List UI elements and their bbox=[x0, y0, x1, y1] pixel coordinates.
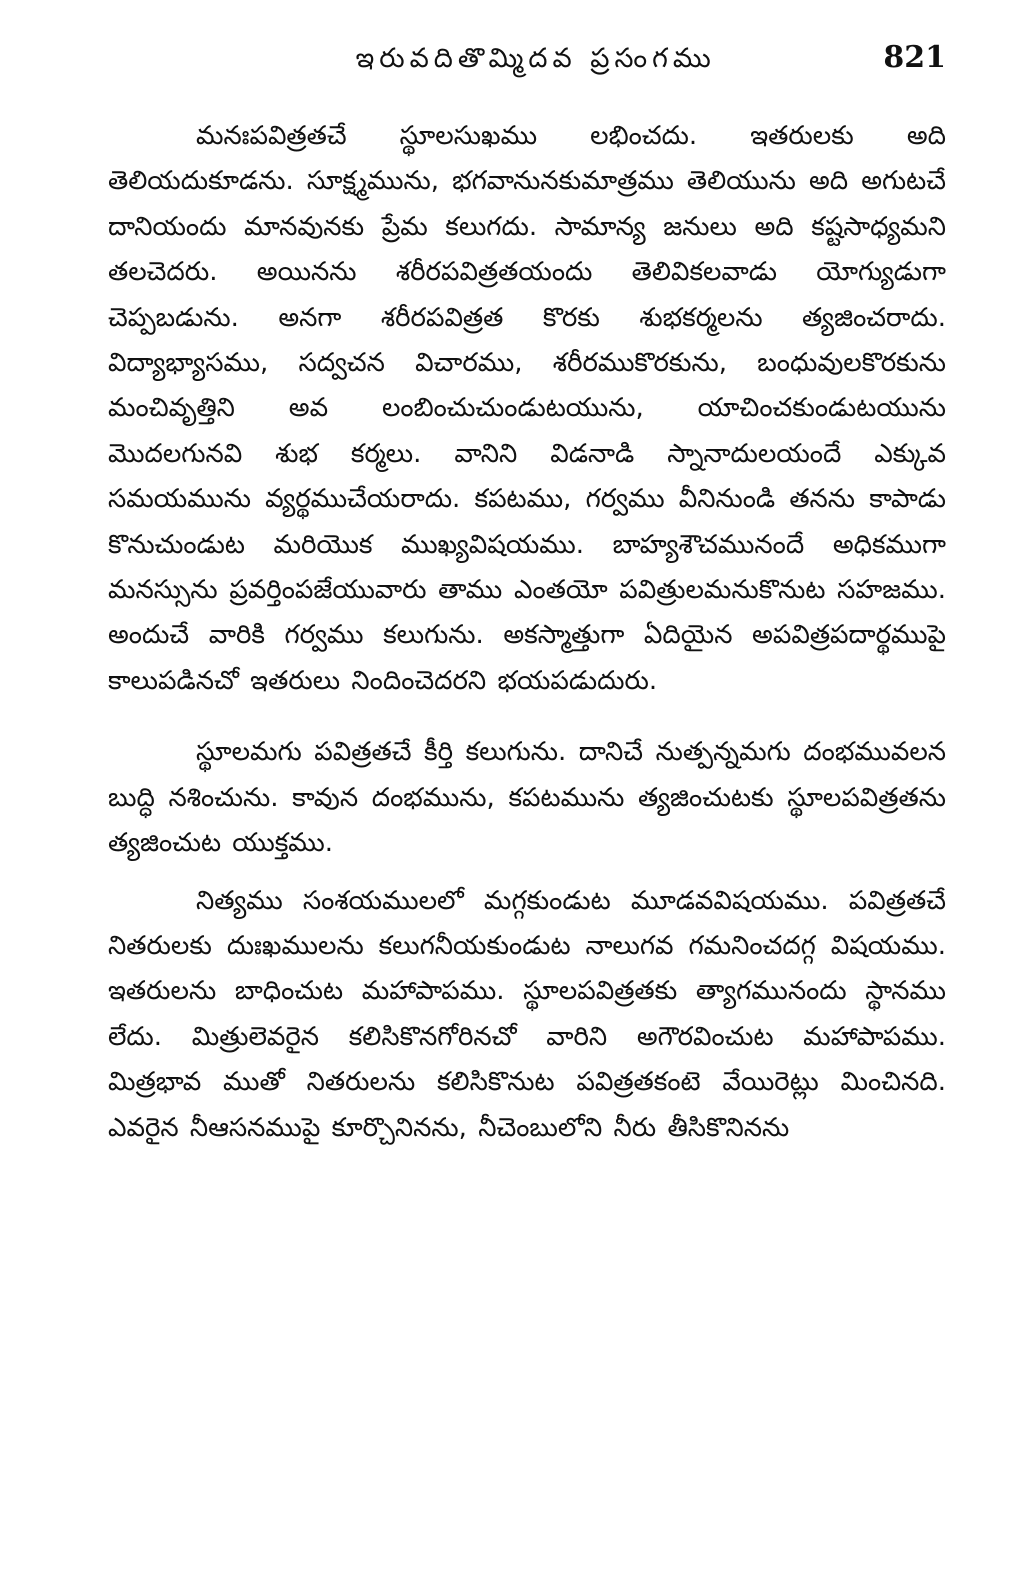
page-number: 821 bbox=[883, 40, 946, 75]
paragraph-2: స్థూలమగు పవిత్రతచే కీర్తి కలుగును. దానిచే నుత్పన్నమగు దంభమువలన బుద్ధి నశించును. కావున దంభమును, కపటమును త్యజించుటకు స్థూలపవిత్రతను త్యజించుట యుక్తము. bbox=[108, 737, 946, 859]
chapter-title: ఇరువదితొమ్మిదవ ప్రసంగము bbox=[355, 43, 716, 74]
body-text bbox=[108, 114, 946, 1151]
paragraph-3: నిత్యము సంశయములలో మగ్గకుండుట మూడవవిషయము. పవిత్రతచే నితరులకు దుఃఖములను కలుగనీయకుండుట నాలుగవ గమనించదగ్గ విషయము. ఇతరులను బాధించుట మహాపాపము. స్థూలపవిత్రతకు త్యాగమునందు స్థానము లేదు. మిత్రులెవరైన కలిసికొనగోరినచో వారిని అగౌరవించుట మహాపాపము. మిత్రభావ ముతో నితరులను కలిసికొనుట పవిత్రతకంటె వేయిరెట్లు మించినది. ఎవరైన నీఆసనముపై కూర్చొనినను, నీచెంబులోని నీరు తీసికొనినను bbox=[108, 885, 946, 1143]
running-header bbox=[108, 40, 946, 100]
paragraph-1: మనఃపవిత్రతచే స్థూలసుఖము లభించదు. ఇతరులకు అది తెలియదుకూడను. సూక్ష్మమును, భగవానునకుమాత్రము తెలియును అది అగుటచే దానియందు మానవునకు ప్రేమ కలుగదు. సామాన్య జనులు అది కష్టసాధ్యమని తలచెదరు. అయినను శరీరపవిత్రతయందు తెలివికలవాడు యోగ్యుడుగా చెప్పబడును. అనగా శరీరపవిత్రత కొరకు శుభకర్మలను త్యజించరాదు. విద్యాభ్యాసము, సద్వచన విచారము, శరీరముకొరకును, బంధువులకొరకును మంచివృత్తిని అవ లంబించుచుండుటయును, యాచించకుండుటయును మొదలగునవి శుభ కర్మలు. వానిని విడనాడి స్నానాదులయందే ఎక్కువ సమయమును వ్యర్థముచేయరాదు. కపటము, గర్వము వీనినుండి తనను కాపాడు కొనుచుండుట మరియొక ముఖ్యవిషయము. బాహ్యశౌచమునందే అధికముగా మనస్సును ప్రవర్తింపజేయువారు తాము ఎంతయో పవిత్రులమనుకొనుట సహజము. అందుచే వారికి గర్వము కలుగును. అకస్మాత్తుగా ఏదియైన అపవిత్రపదార్థముపై కాలుపడినచో ఇతరులు నిందించెదరని భయపడుదురు. bbox=[108, 121, 946, 696]
